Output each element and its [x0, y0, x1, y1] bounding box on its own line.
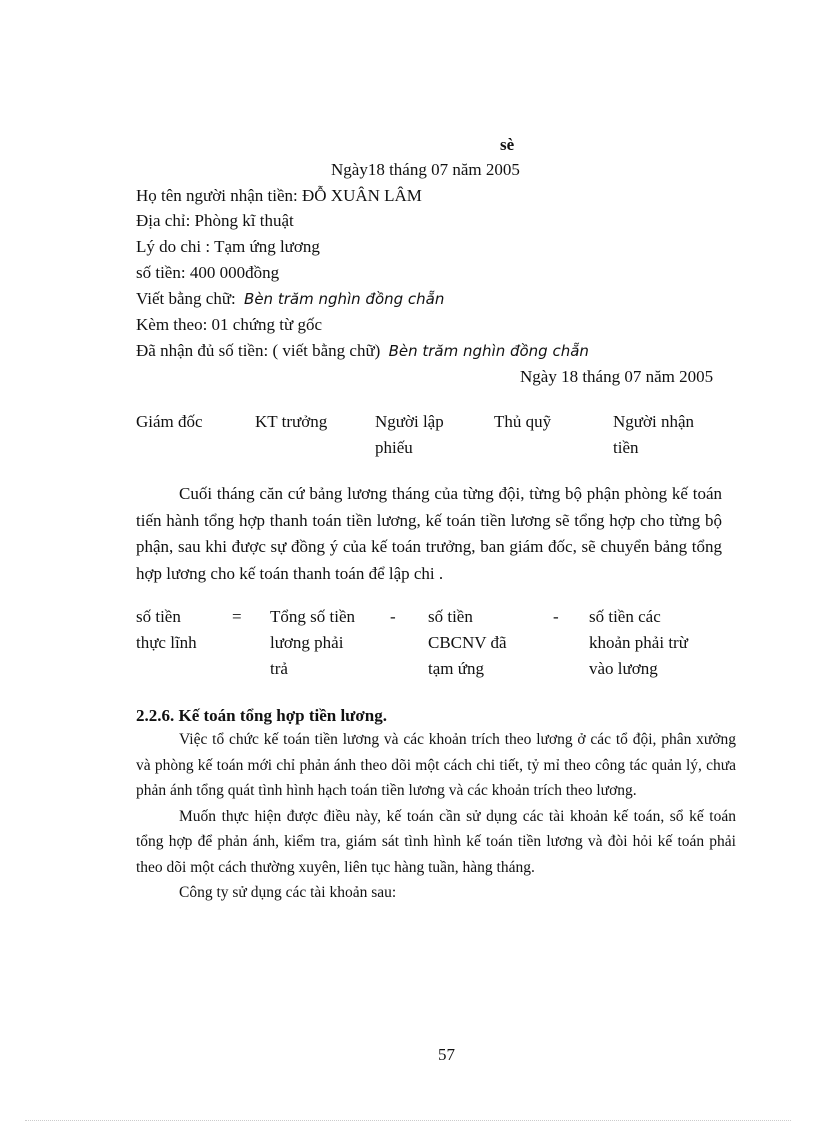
formula-text: số tiền — [428, 607, 473, 626]
page-number: 57 — [438, 1045, 455, 1064]
attached-line: Kèm theo: 01 chứng từ gốc — [136, 315, 323, 334]
section-heading: 2.2.6. Kế toán tổng hợp tiền lương. — [136, 706, 387, 725]
formula-text: trả — [270, 659, 288, 678]
reason-line — [136, 236, 320, 258]
header-fragment: sè — [500, 135, 515, 154]
formula-text: lương phải — [270, 633, 344, 652]
words-value: Bèn trăm nghìn đồng chẵn — [244, 290, 445, 308]
signature-label: Người nhận — [613, 412, 694, 431]
words-label: Viết bằng chữ: — [136, 289, 236, 308]
formula-deductions — [589, 604, 688, 682]
signature-recipient — [613, 409, 694, 461]
formula-text: số tiền các — [589, 607, 661, 626]
address-value: Phòng kĩ thuật — [194, 211, 294, 230]
formula-text: Tổng số tiền — [270, 607, 355, 626]
signature-label: tiền — [613, 438, 639, 457]
page-divider — [25, 1120, 791, 1121]
formula-advance — [428, 604, 507, 682]
signature-preparer — [375, 409, 444, 461]
signature-cashier — [494, 409, 551, 435]
recipient-line — [136, 185, 422, 207]
section-paragraph: Việc tổ chức kế toán tiền lương và các khoản trích theo lương ở các tổ đội, phân xưởng và phòng kế toán mới chỉ phản ánh theo dõi một cách chi tiết, tỷ mỉ theo công tác quản lý, chưa phản ánh tổng quát tình hình hạch toán tiền lương và các khoản trích theo lương. — [136, 731, 736, 799]
signature-label: Thủ quỹ — [494, 412, 552, 431]
signature-label: Người lập — [375, 412, 444, 431]
formula-text: khoản phải trừ — [589, 633, 688, 652]
formula-minus: - — [553, 607, 559, 626]
formula-text: thực lĩnh — [136, 633, 197, 652]
formula-text: số tiền — [136, 607, 181, 626]
reason-value: Tạm ứng lương — [214, 237, 320, 256]
receipt-date-top: Ngày18 tháng 07 năm 2005 — [331, 160, 520, 179]
section-paragraph: Muốn thực hiện được điều này, kế toán cần sử dụng các tài khoản kế toán, sổ kế toán tổng hợp để phản ánh, kiểm tra, giám sát tình hình kế toán tiền lương và đòi hỏi kế toán phải theo dõi một cách thường xuyên, liên tục hàng tuần, hàng tháng. — [136, 807, 736, 876]
reason-label: Lý do chi : — [136, 237, 211, 256]
recipient-label: Họ tên người nhận tiền: — [136, 186, 298, 205]
formula-total-pay — [270, 604, 355, 682]
formula-text: vào lương — [589, 659, 658, 678]
signature-label: phiếu — [375, 438, 413, 457]
received-line — [136, 340, 589, 362]
address-label: Địa chỉ: — [136, 211, 191, 230]
receipt-date-bottom: Ngày 18 tháng 07 năm 2005 — [520, 367, 714, 386]
received-value: Bèn trăm nghìn đồng chẵn — [388, 342, 589, 360]
address-line — [136, 210, 294, 232]
section-paragraph: Công ty sử dụng các tài khoản sau: — [179, 884, 397, 901]
signature-label: Giám đốc — [136, 412, 203, 431]
signature-chief-accountant — [255, 409, 327, 435]
amount-label: số tiền: — [136, 263, 186, 282]
received-label: Đã nhận đủ số tiền: ( viết bằng chữ) — [136, 341, 381, 360]
signature-label: KT trưởng — [255, 412, 328, 431]
recipient-value: ĐỖ XUÂN LÂM — [301, 186, 422, 205]
paragraph-text: Cuối tháng căn cứ bảng lương tháng của từng đội, từng bộ phận phòng kế toán tiến hành tổng hợp thanh toán tiền lương, kế toán tiền lương sẽ tổng hợp cho từng bộ phận, sau khi được sự đồng ý của kế toán trưởng, ban giám đốc, sẽ chuyển bảng tổng hợp lương cho kế toán thanh toán để lập chi . — [136, 484, 722, 583]
formula-net-pay — [136, 604, 197, 656]
formula-text: tạm ứng — [428, 659, 484, 678]
signature-director — [136, 409, 203, 435]
formula-text: CBCNV đã — [428, 633, 507, 652]
paragraph-settlement — [136, 481, 722, 587]
amount-line — [136, 262, 279, 284]
section-body — [136, 727, 736, 906]
amount-value: 400 000đồng — [189, 263, 280, 282]
formula-equals: = — [232, 607, 242, 626]
formula-minus: - — [390, 607, 396, 626]
words-line — [136, 288, 444, 310]
